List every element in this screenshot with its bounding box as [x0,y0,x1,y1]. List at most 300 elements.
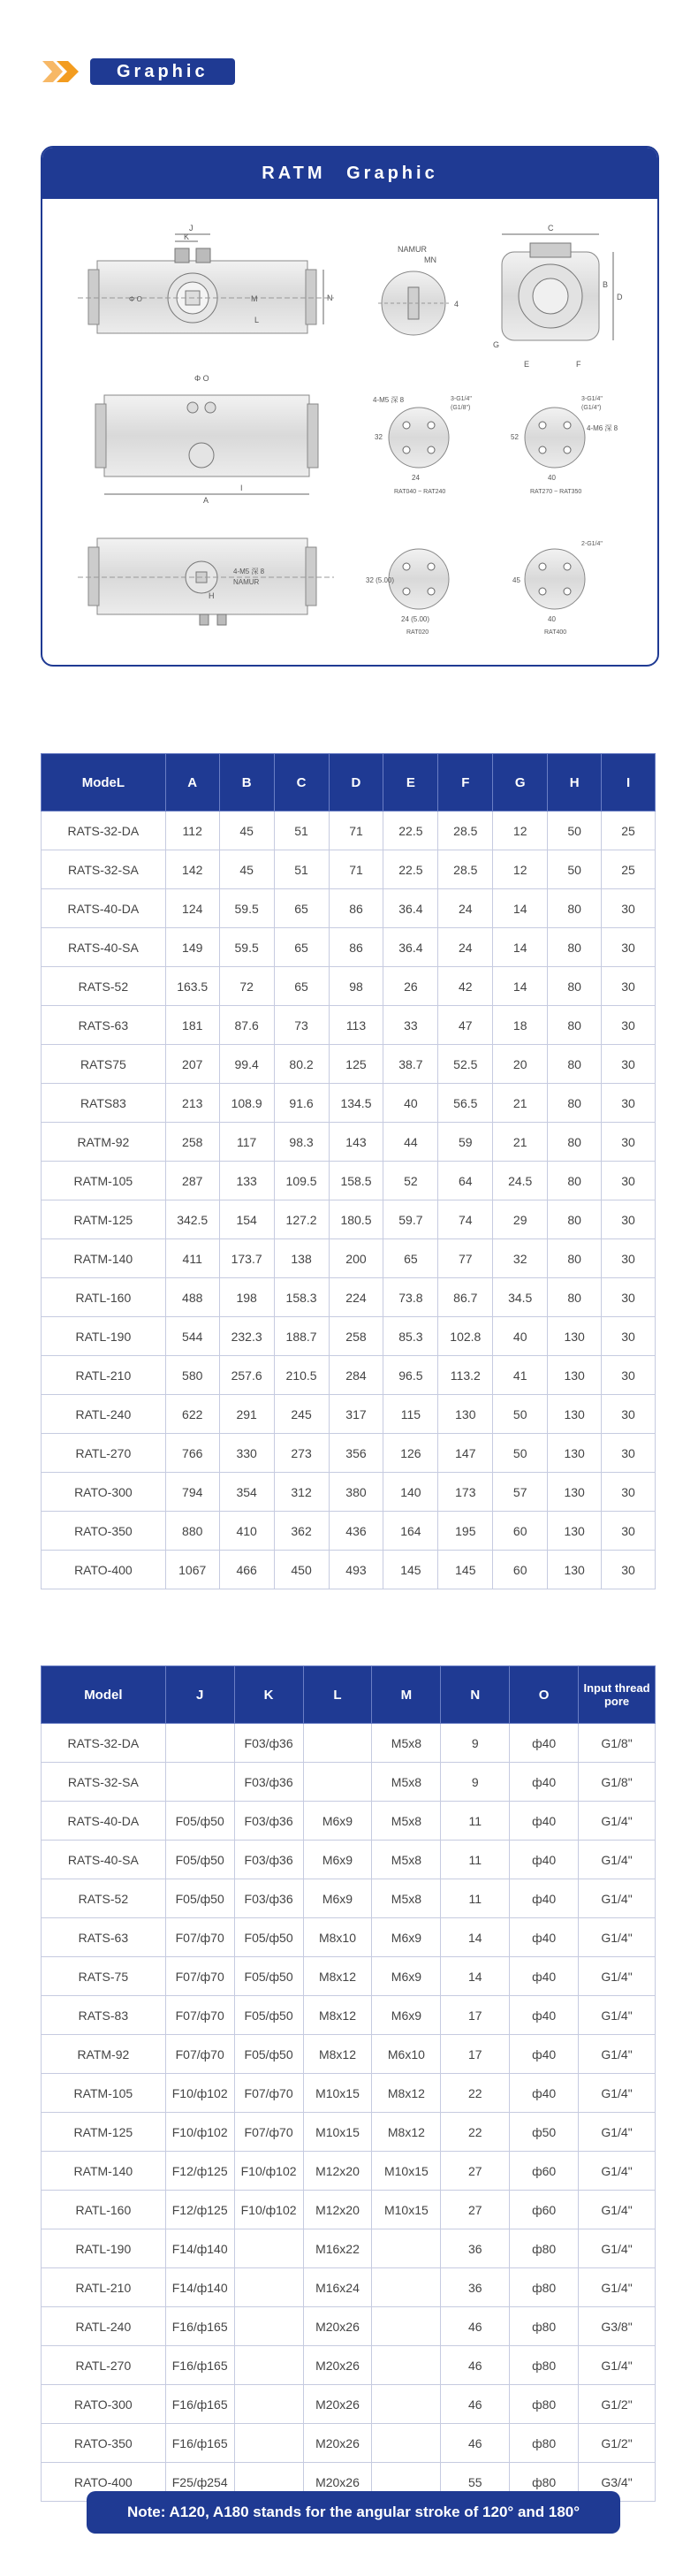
value-cell: ф40 [510,2074,579,2113]
model-cell: RATS-40-DA [42,889,166,928]
value-cell: 17 [441,1996,510,2035]
value-cell: 622 [165,1395,219,1434]
label-n: N [327,293,333,302]
value-cell: 410 [219,1512,274,1551]
value-cell: ф60 [510,2191,579,2229]
value-cell: 134.5 [329,1084,383,1123]
value-cell: M20x26 [303,2424,372,2463]
model-cell: RATS-52 [42,967,166,1006]
value-cell: M8x12 [372,2074,441,2113]
value-cell: 210.5 [274,1356,329,1395]
table-row [42,2191,656,2229]
column-header: J [165,1666,234,1724]
label-24: 24 [412,474,420,482]
label-40-2: 40 [548,615,556,623]
value-cell: M20x26 [303,2385,372,2424]
value-cell: F16/ф165 [165,2346,234,2385]
table-row [42,1278,656,1317]
label-52: 52 [511,433,519,441]
value-cell: 34.5 [493,1278,548,1317]
value-cell: 450 [274,1551,329,1589]
value-cell: 28.5 [438,812,493,850]
label-hole-3: 4-M6 深 8 [587,424,618,432]
graphic-title: RATM Graphic [42,148,657,199]
value-cell: 158.3 [274,1278,329,1317]
value-cell: 59.5 [219,889,274,928]
value-cell: 80 [548,1162,602,1200]
value-cell: ф80 [510,2346,579,2385]
value-cell: M5x8 [372,1841,441,1879]
label-g: G [493,340,500,349]
value-cell: 1067 [165,1551,219,1589]
value-cell: 22 [441,2113,510,2152]
value-cell: F07/ф70 [165,1996,234,2035]
technical-drawing [42,199,657,663]
value-cell [234,2229,303,2268]
table-row [42,1395,656,1434]
value-cell: 188.7 [274,1317,329,1356]
value-cell: G1/4" [579,2074,656,2113]
value-cell: 125 [329,1045,383,1084]
value-cell: M8x12 [372,2113,441,2152]
value-cell: M8x12 [303,2035,372,2074]
model-cell: RATM-125 [42,1200,166,1239]
value-cell: 22.5 [383,812,438,850]
value-cell: M12x20 [303,2152,372,2191]
value-cell: 133 [219,1162,274,1200]
value-cell: G1/4" [579,2229,656,2268]
value-cell: M10x15 [303,2074,372,2113]
model-cell: RATL-210 [42,2268,166,2307]
value-cell: 24.5 [493,1162,548,1200]
value-cell: M6x9 [303,1802,372,1841]
value-cell: F16/ф165 [165,2307,234,2346]
value-cell: 880 [165,1512,219,1551]
value-cell: 488 [165,1278,219,1317]
value-cell: 91.6 [274,1084,329,1123]
model-cell: RATS-32-DA [42,1724,166,1763]
column-header: A [165,754,219,812]
value-cell: G1/4" [579,2346,656,2385]
value-cell: 51 [274,812,329,850]
value-cell: F03/ф36 [234,1802,303,1841]
value-cell [165,1763,234,1802]
value-cell [165,1724,234,1763]
value-cell: 22.5 [383,850,438,889]
table-row [42,1551,656,1589]
value-cell: 52 [383,1162,438,1200]
value-cell: 145 [438,1551,493,1589]
table-row [42,1512,656,1551]
value-cell: 580 [165,1356,219,1395]
value-cell: 71 [329,850,383,889]
value-cell: M8x10 [303,1918,372,1957]
value-cell: 51 [274,850,329,889]
value-cell: F07/ф70 [165,2035,234,2074]
value-cell: 30 [602,1084,656,1123]
value-cell: M6x9 [372,1996,441,2035]
value-cell: 342.5 [165,1200,219,1239]
value-cell: 32 [493,1239,548,1278]
table-row [42,1356,656,1395]
column-header: I [602,754,656,812]
value-cell: 138 [274,1239,329,1278]
label-g14-2: 3-G1/4" [581,396,603,402]
model-cell: RATS-83 [42,1996,166,2035]
value-cell: 24 [438,889,493,928]
value-cell: 130 [438,1395,493,1434]
value-cell: 80 [548,1200,602,1239]
value-cell: M5x8 [372,1802,441,1841]
value-cell: 30 [602,1278,656,1317]
model-cell: RATM-140 [42,1239,166,1278]
table-row [42,1123,656,1162]
value-cell: 30 [602,1162,656,1200]
value-cell: ф40 [510,1879,579,1918]
label-40: 40 [548,474,556,482]
table-row [42,889,656,928]
value-cell: G1/4" [579,1918,656,1957]
value-cell: 80 [548,928,602,967]
value-cell: 50 [548,812,602,850]
table-row [42,2152,656,2191]
column-header: K [234,1666,303,1724]
value-cell [234,2346,303,2385]
value-cell: 147 [438,1434,493,1473]
value-cell: ф40 [510,1841,579,1879]
value-cell: G1/4" [579,1841,656,1879]
value-cell: 99.4 [219,1045,274,1084]
column-header: Input thread pore [579,1666,656,1724]
value-cell: 52.5 [438,1045,493,1084]
value-cell: 330 [219,1434,274,1473]
value-cell: 113 [329,1006,383,1045]
column-header: B [219,754,274,812]
table-row [42,2074,656,2113]
value-cell: 59 [438,1123,493,1162]
column-header: C [274,754,329,812]
value-cell: 173.7 [219,1239,274,1278]
label-namur: NAMUR [398,245,427,254]
value-cell: G1/4" [579,1996,656,2035]
model-cell: RATM-125 [42,2113,166,2152]
value-cell: 149 [165,928,219,967]
front-view-drawing [78,224,334,333]
value-cell: 198 [219,1278,274,1317]
value-cell: 158.5 [329,1162,383,1200]
value-cell: M6x9 [303,1879,372,1918]
value-cell: 40 [383,1084,438,1123]
value-cell: 130 [548,1512,602,1551]
column-header: G [493,754,548,812]
value-cell: 130 [548,1473,602,1512]
table-row [42,1045,656,1084]
value-cell: 42 [438,967,493,1006]
value-cell: 9 [441,1724,510,1763]
value-cell: 86 [329,928,383,967]
label-g14-3: 2-G1/4" [581,541,603,547]
column-header: H [548,754,602,812]
value-cell [372,2307,441,2346]
value-cell: 14 [441,1957,510,1996]
value-cell: 65 [274,967,329,1006]
value-cell: 59.5 [219,928,274,967]
value-cell: F16/ф165 [165,2385,234,2424]
value-cell: 46 [441,2424,510,2463]
value-cell: 60 [493,1551,548,1589]
value-cell: 273 [274,1434,329,1473]
value-cell: M6x10 [372,2035,441,2074]
label-c: C [548,224,554,232]
value-cell: G1/4" [579,1802,656,1841]
table-row [42,1763,656,1802]
value-cell: 21 [493,1123,548,1162]
value-cell: M5x8 [372,1763,441,1802]
table-row [42,2268,656,2307]
chevron-arrows-icon [41,58,81,85]
value-cell: 12 [493,812,548,850]
column-header: E [383,754,438,812]
value-cell: 544 [165,1317,219,1356]
value-cell: F10/ф102 [165,2074,234,2113]
value-cell: 80 [548,967,602,1006]
value-cell: 41 [493,1356,548,1395]
table-row [42,1434,656,1473]
value-cell: 258 [329,1317,383,1356]
value-cell: ф40 [510,1763,579,1802]
model-cell: RATS-32-SA [42,850,166,889]
value-cell: F07/ф70 [234,2113,303,2152]
value-cell: 14 [493,928,548,967]
table-row [42,928,656,967]
value-cell: 46 [441,2385,510,2424]
value-cell: 164 [383,1512,438,1551]
table-row [42,1084,656,1123]
value-cell: 130 [548,1356,602,1395]
model-cell: RATL-210 [42,1356,166,1395]
value-cell: 113.2 [438,1356,493,1395]
value-cell: 64 [438,1162,493,1200]
hole-pattern-1-drawing [373,396,472,495]
label-h: H [209,591,215,600]
label-mn: MN [424,255,436,264]
value-cell: 44 [383,1123,438,1162]
model-cell: RATS75 [42,1045,166,1084]
value-cell: M20x26 [303,2307,372,2346]
value-cell: 11 [441,1841,510,1879]
value-cell: 354 [219,1473,274,1512]
model-cell: RATS-63 [42,1006,166,1045]
model-cell: RATO-400 [42,2463,166,2502]
value-cell: 154 [219,1200,274,1239]
value-cell: F05/ф50 [234,1918,303,1957]
value-cell: 30 [602,1434,656,1473]
value-cell: F25/ф254 [165,2463,234,2502]
value-cell: ф50 [510,2113,579,2152]
label-o: Φ O [129,295,142,303]
value-cell: 109.5 [274,1162,329,1200]
table-row [42,1841,656,1879]
value-cell: ф40 [510,1957,579,1996]
value-cell: 55 [441,2463,510,2502]
value-cell: ф80 [510,2463,579,2502]
model-cell: RATO-400 [42,1551,166,1589]
table-row [42,1006,656,1045]
model-cell: RATO-300 [42,1473,166,1512]
table-row [42,2424,656,2463]
value-cell: 142 [165,850,219,889]
table-row [42,1996,656,2035]
value-cell: 30 [602,1356,656,1395]
value-cell: 20 [493,1045,548,1084]
model-cell: RATL-270 [42,2346,166,2385]
label-g14b-2: (G1/4") [581,405,602,411]
value-cell: F10/ф102 [165,2113,234,2152]
value-cell: 86 [329,889,383,928]
label-a: A [203,496,209,505]
model-cell: RATL-190 [42,1317,166,1356]
value-cell: 195 [438,1512,493,1551]
table-row [42,2229,656,2268]
value-cell: 80 [548,1006,602,1045]
column-header: F [438,754,493,812]
model-cell: RATL-190 [42,2229,166,2268]
table-row [42,2385,656,2424]
model-cell: RATO-300 [42,2385,166,2424]
value-cell: M10x15 [372,2152,441,2191]
value-cell: 257.6 [219,1356,274,1395]
label-pcd-1: RAT040 ~ RAT240 [394,489,446,495]
value-cell: F05/ф50 [165,1841,234,1879]
value-cell: 50 [493,1395,548,1434]
value-cell: ф80 [510,2424,579,2463]
value-cell: 130 [548,1317,602,1356]
model-cell: RATM-92 [42,2035,166,2074]
value-cell: 493 [329,1551,383,1589]
value-cell: 30 [602,1473,656,1512]
value-cell: G1/4" [579,2035,656,2074]
model-cell: RATS-32-DA [42,812,166,850]
value-cell: 173 [438,1473,493,1512]
model-cell: RATO-350 [42,2424,166,2463]
model-cell: RATS-32-SA [42,1763,166,1802]
model-cell: RATS-40-DA [42,1802,166,1841]
value-cell: 22 [441,2074,510,2113]
table-row [42,1918,656,1957]
label-24s: 24 (5.00) [401,615,430,623]
value-cell: 30 [602,1239,656,1278]
label-i: I [240,484,243,492]
value-cell: 14 [493,967,548,1006]
hole-pattern-2-drawing [511,396,618,495]
value-cell: 11 [441,1879,510,1918]
value-cell: 80 [548,1278,602,1317]
value-cell: 794 [165,1473,219,1512]
value-cell: 33 [383,1006,438,1045]
value-cell: 245 [274,1395,329,1434]
model-cell: RATL-270 [42,1434,166,1473]
value-cell: 117 [219,1123,274,1162]
value-cell: 411 [165,1239,219,1278]
table-row [42,1879,656,1918]
value-cell [372,2424,441,2463]
column-header: D [329,754,383,812]
value-cell: 80.2 [274,1045,329,1084]
value-cell [303,1724,372,1763]
column-header: M [372,1666,441,1724]
table-row [42,967,656,1006]
value-cell: 180.5 [329,1200,383,1239]
value-cell: 30 [602,1317,656,1356]
value-cell: G1/4" [579,2152,656,2191]
value-cell: 50 [548,850,602,889]
model-cell: RATM-140 [42,2152,166,2191]
value-cell: 36 [441,2229,510,2268]
value-cell: F12/ф125 [165,2152,234,2191]
value-cell [234,2307,303,2346]
value-cell: F14/ф140 [165,2268,234,2307]
value-cell: M8x12 [303,1957,372,1996]
column-header: L [303,1666,372,1724]
value-cell: 766 [165,1434,219,1473]
value-cell: 29 [493,1200,548,1239]
value-cell: G1/4" [579,2113,656,2152]
value-cell: 65 [274,928,329,967]
model-cell: RATS-63 [42,1918,166,1957]
value-cell: 130 [548,1395,602,1434]
value-cell: G1/4" [579,1879,656,1918]
value-cell: F05/ф50 [234,2035,303,2074]
table-row [42,1724,656,1763]
value-cell: 18 [493,1006,548,1045]
label-l: L [254,316,260,324]
label-32: 32 [375,433,383,441]
value-cell [234,2268,303,2307]
value-cell: 224 [329,1278,383,1317]
graphic-card [41,146,659,667]
column-header: Model [42,1666,166,1724]
value-cell: 73.8 [383,1278,438,1317]
value-cell: M5x8 [372,1879,441,1918]
value-cell: 80 [548,1084,602,1123]
value-cell: F16/ф165 [165,2424,234,2463]
value-cell: 284 [329,1356,383,1395]
value-cell: 80 [548,889,602,928]
value-cell: 45 [219,812,274,850]
value-cell: F03/ф36 [234,1879,303,1918]
value-cell: 12 [493,850,548,889]
bottom-view-drawing [78,538,334,625]
value-cell [234,2424,303,2463]
value-cell: 380 [329,1473,383,1512]
value-cell: 436 [329,1512,383,1551]
table-row [42,1473,656,1512]
value-cell: M6x9 [372,1957,441,1996]
model-cell: RATM-92 [42,1123,166,1162]
label-pcd-2: RAT270 ~ RAT350 [530,489,582,495]
label-j: J [189,224,193,232]
value-cell: F03/ф36 [234,1724,303,1763]
table-row [42,1200,656,1239]
table-row [42,812,656,850]
value-cell: 27 [441,2152,510,2191]
value-cell: 30 [602,1551,656,1589]
value-cell: 30 [602,1045,656,1084]
value-cell: 77 [438,1239,493,1278]
value-cell [303,1763,372,1802]
value-cell: M10x15 [303,2113,372,2152]
value-cell: G1/2" [579,2385,656,2424]
